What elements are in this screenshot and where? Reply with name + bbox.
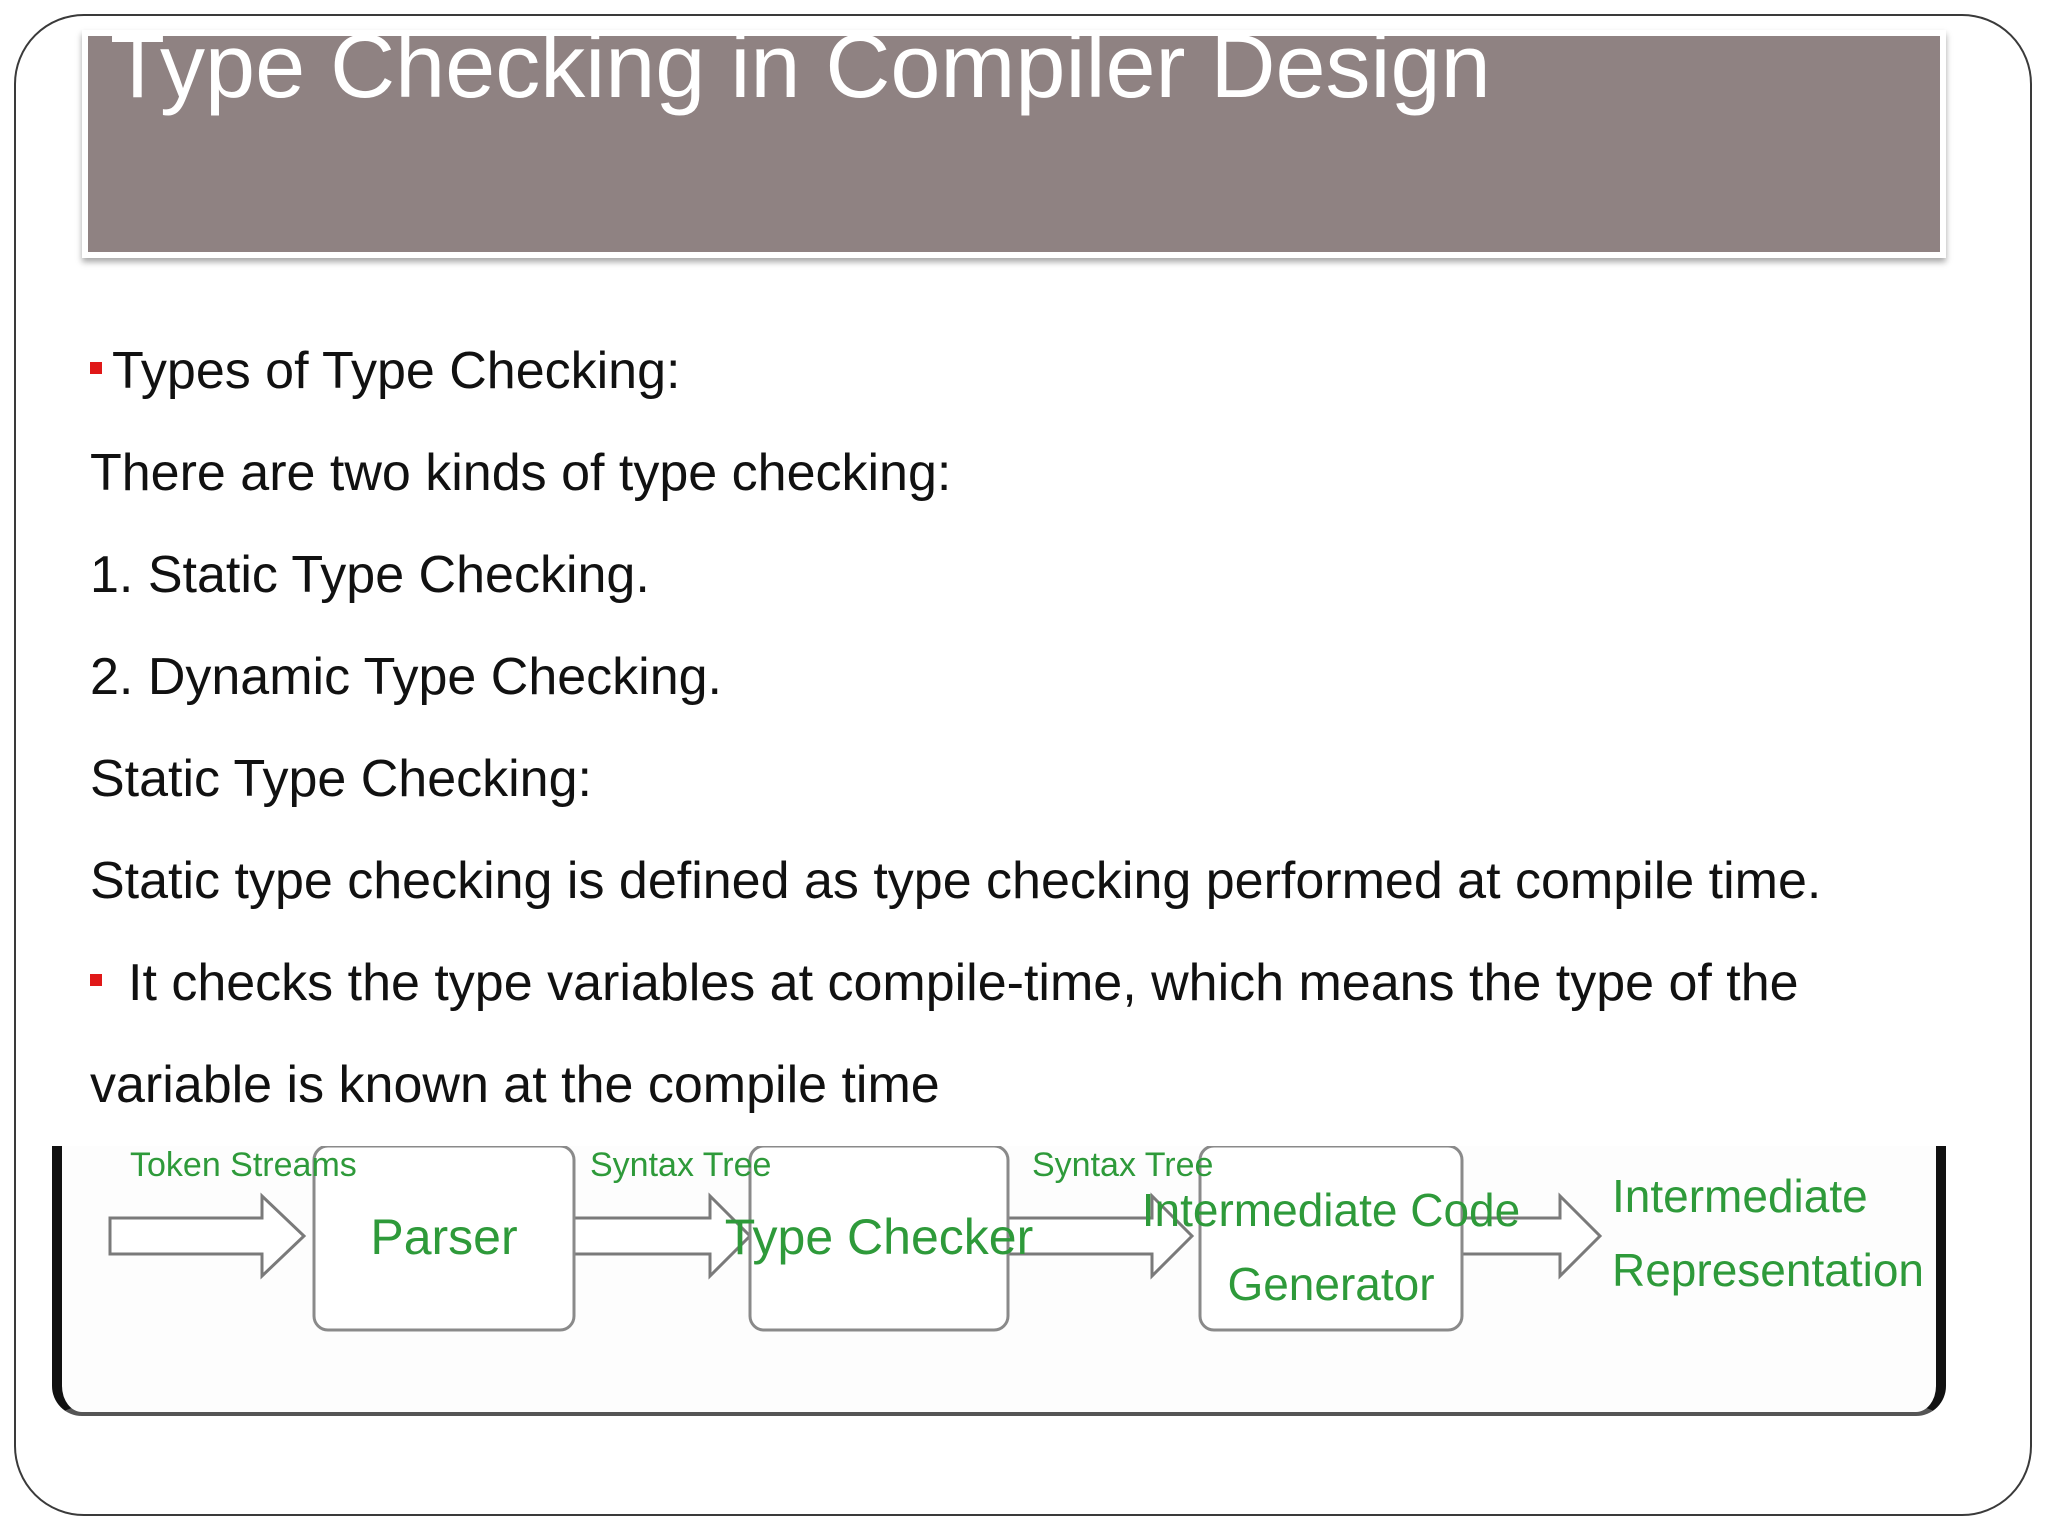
slide-body bbox=[90, 320, 2010, 1136]
bullet-square-icon bbox=[90, 974, 102, 986]
line-text: There are two kinds of type checking: bbox=[90, 444, 952, 502]
line-text: variable is known at the compile time bbox=[90, 1056, 940, 1114]
text-line bbox=[90, 728, 2010, 830]
line-text: 2. Dynamic Type Checking. bbox=[90, 648, 722, 706]
text-line bbox=[90, 422, 2010, 524]
line-text: Static type checking is defined as type checking performed at compile time. bbox=[90, 852, 1822, 910]
compiler-pipeline-diagram bbox=[52, 1146, 1946, 1416]
line-text: Static Type Checking: bbox=[90, 750, 592, 808]
text-line bbox=[90, 1034, 2010, 1136]
pipeline-svg bbox=[62, 1146, 1936, 1412]
bullet-square-icon bbox=[90, 362, 102, 374]
slide-title: Type Checking in Compiler Design bbox=[110, 17, 1491, 117]
bullet-line bbox=[90, 320, 2010, 422]
bullet-line bbox=[90, 932, 2010, 1034]
arrow-icon bbox=[110, 1196, 304, 1276]
box-label: Type Checker bbox=[724, 1209, 1034, 1265]
line-text: 1. Static Type Checking. bbox=[90, 546, 650, 604]
list-item bbox=[90, 626, 2010, 728]
text-line bbox=[90, 830, 2010, 932]
output-label: Representation bbox=[1612, 1244, 1924, 1296]
output-label: Intermediate bbox=[1612, 1170, 1868, 1222]
line-text: It checks the type variables at compile-time, which means the type of the bbox=[128, 954, 1799, 1012]
edge-label: Syntax Tree bbox=[1032, 1146, 1214, 1184]
box-label: Generator bbox=[1227, 1258, 1435, 1310]
line-text: Types of Type Checking: bbox=[112, 342, 681, 400]
edge-label: Syntax Tree bbox=[590, 1146, 772, 1184]
arrow-icon bbox=[574, 1196, 750, 1276]
box-label: Parser bbox=[370, 1209, 518, 1265]
list-item bbox=[90, 524, 2010, 626]
edge-label: Token Streams bbox=[130, 1146, 357, 1184]
box-label: Intermediate Code bbox=[1141, 1184, 1521, 1236]
